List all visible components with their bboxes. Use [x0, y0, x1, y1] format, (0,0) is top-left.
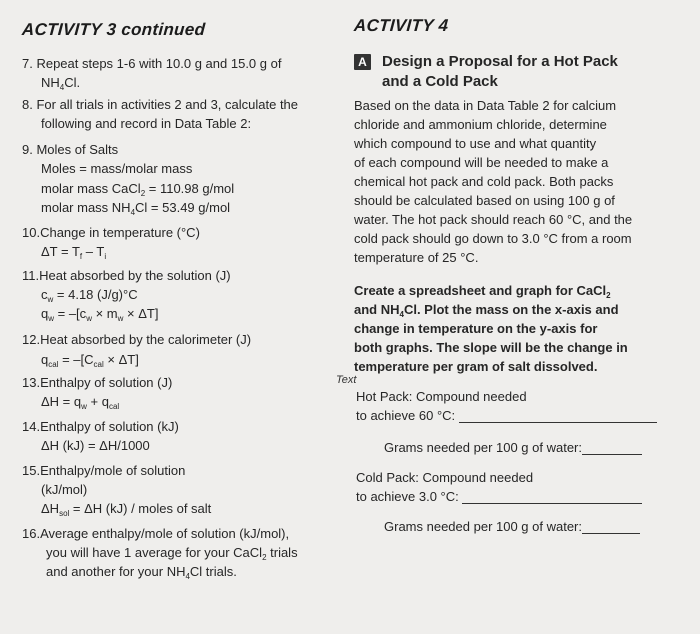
item-8-line-1: 8. For all trials in activities 2 and 3, calculate the [22, 97, 299, 112]
item-8-line-2: following and record in Data Table 2: [41, 116, 252, 131]
hot-grams-blank[interactable] [582, 442, 642, 455]
item-11-title: 11.Heat absorbed by the solution (J) [22, 268, 231, 283]
para-line: which compound to use and what quantity [354, 136, 597, 151]
cold-pack-line-1: Cold Pack: Compound needed [356, 470, 534, 485]
enthalpy-formula: $\Delta H = q_w + q_{cal}$ [41, 394, 120, 411]
spreadsheet-line-1: Create a spreadsheet and graph for CaCl$_2$ [354, 283, 611, 300]
spreadsheet-line-4: both graphs. The slope will be the change in [354, 340, 628, 355]
item-16-line-1: 16.Average enthalpy/mole of solution (kJ/mol), [22, 526, 290, 541]
item-13-title: 13.Enthalpy of solution (J) [22, 375, 173, 390]
text-annotation: Text [336, 374, 357, 386]
moles-formula: Moles = mass/molar mass [41, 161, 193, 176]
delta-t-formula: $\Delta T = T_f - T_i$ [41, 244, 107, 261]
item-16-line-3: and another for your $NH_4Cl$ trials. [46, 564, 237, 581]
activity-3-heading: ACTIVITY 3 continued [21, 20, 206, 39]
section-a-badge: A [354, 54, 371, 70]
enthalpy-mole-formula: $\Delta H_{sol} = \Delta H$ (kJ) / moles of salt [41, 501, 212, 518]
para-line: water. The hot pack should reach 60 °C, and the [354, 212, 633, 227]
cold-grams-line: Grams needed per 100 g of water: [384, 519, 640, 534]
item-16-line-2: you will have 1 average for your CaCl$_2$ trials [46, 545, 298, 562]
spreadsheet-line-3: change in temperature on the y-axis for [354, 321, 598, 336]
molar-mass-cacl2: molar mass CaCl$_2$ = 110.98 g/mol [41, 181, 235, 198]
para-line: cold pack should go down to 3.0 °C from a room [354, 231, 632, 246]
molar-mass-nh4cl: molar mass $NH_4Cl = 53.49$ g/mol [41, 200, 231, 217]
item-9-title: 9. Moles of Salts [22, 142, 119, 157]
cold-compound-blank[interactable] [462, 491, 642, 504]
item-7-line-1: 7. Repeat steps 1-6 with 10.0 g and 15.0 g of [22, 56, 282, 71]
para-line: chloride and ammonium chloride, determine [354, 117, 607, 132]
para-line: of each compound will be needed to make a [354, 155, 609, 170]
spreadsheet-line-5: temperature per gram of salt dissolved. [354, 359, 598, 374]
item-15-units: (kJ/mol) [41, 482, 88, 497]
para-line: Based on the data in Data Table 2 for calcium [354, 98, 617, 113]
para-line: chemical hot pack and cold pack. Both packs [354, 174, 614, 189]
hot-pack-line-2: to achieve 60 °C: [356, 408, 657, 423]
item-7-line-2: $NH_4Cl$. [41, 75, 81, 92]
heat-calorimeter-formula: $q_{cal} = -[C_{cal} \times \Delta T]$ [41, 352, 139, 369]
cold-grams-blank[interactable] [582, 521, 640, 534]
proposal-title-line-2: and a Cold Pack [382, 73, 498, 90]
hot-compound-blank[interactable] [459, 410, 657, 423]
cold-pack-line-2: to achieve 3.0 °C: [356, 489, 642, 504]
specific-heat: $c_w = 4.18$ (J/g)°C [41, 287, 138, 304]
spreadsheet-line-2: and $NH_4Cl$. Plot the mass on the x-axis and [354, 302, 619, 319]
item-15-title: 15.Enthalpy/mole of solution [22, 463, 186, 478]
proposal-title-line-1: Design a Proposal for a Hot Pack [382, 53, 618, 70]
activity-4-heading: ACTIVITY 4 [353, 16, 450, 35]
hot-grams-line: Grams needed per 100 g of water: [384, 440, 642, 455]
enthalpy-kj-formula: ΔH (kJ) = ΔH/1000 [41, 438, 150, 453]
heat-water-formula: $q_w = -[c_w \times m_w \times \Delta T]$ [41, 306, 159, 323]
para-line: temperature of 25 °C. [354, 250, 479, 265]
para-line: should be calculated based on using 100 g of [354, 193, 615, 208]
hot-pack-line-1: Hot Pack: Compound needed [356, 389, 527, 404]
item-10-title: 10.Change in temperature (°C) [22, 225, 200, 240]
item-12-title: 12.Heat absorbed by the calorimeter (J) [22, 332, 252, 347]
item-14-title: 14.Enthalpy of solution (kJ) [22, 419, 179, 434]
